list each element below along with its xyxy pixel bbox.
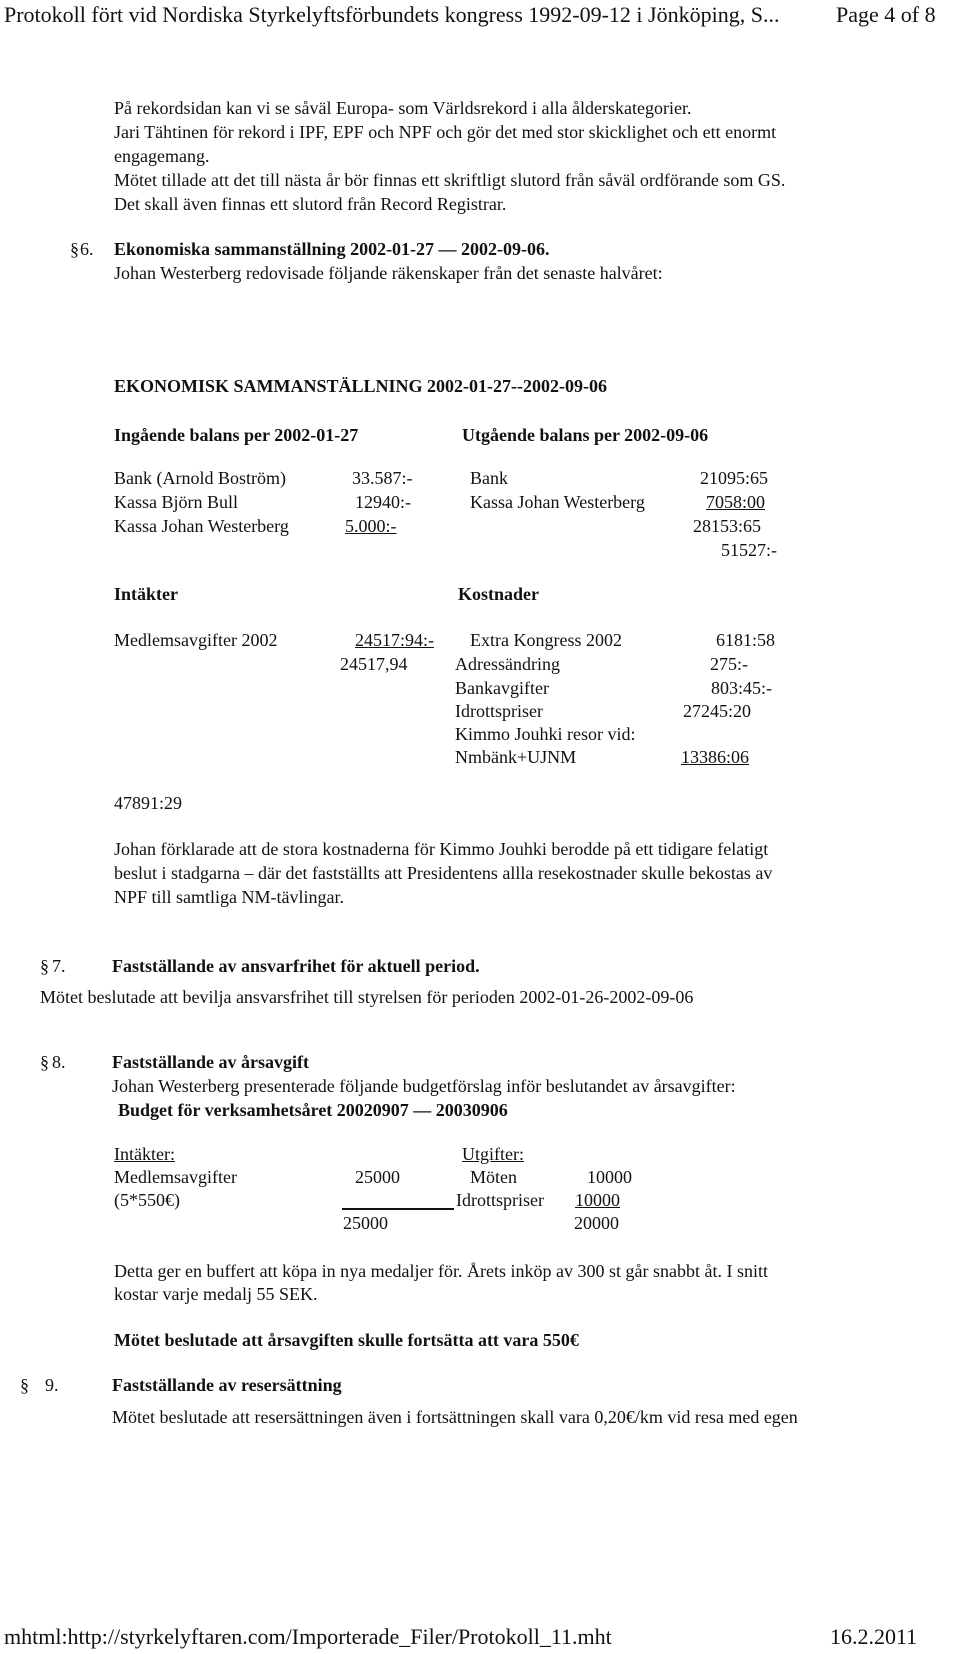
cost-value: 803:45:- [711, 678, 772, 698]
section-symbol: § [20, 1375, 29, 1395]
budget-income-heading: Intäkter: [114, 1144, 175, 1164]
section-heading: Ekonomiska sammanställning 2002-01-27 — 2002-09-06. [114, 239, 550, 259]
cost-total: 47891:29 [114, 793, 183, 813]
cost-label: Adressändring [455, 654, 560, 674]
intro-line: Mötet tillade att det till nästa år bör finnas ett skriftligt slutord från såväl ordförande som GS. [114, 170, 786, 190]
income-label: Medlemsavgifter 2002 [114, 630, 278, 650]
footer-date: 16.2.2011 [830, 1624, 918, 1649]
budget-cost-value: 10000 [575, 1190, 620, 1210]
budget-cost-heading: Utgifter: [462, 1144, 524, 1164]
cost-value: 275:- [710, 654, 748, 674]
econ-note-line: Johan förklarade att de stora kostnaderna för Kimmo Jouhki berodde på ett tidigare felatigt [114, 839, 769, 859]
cost-label: Idrottspriser [455, 701, 543, 721]
cost-value: 6181:58 [716, 630, 776, 650]
cost-label: Extra Kongress 2002 [470, 630, 622, 650]
section-text: Mötet beslutade att bevilja ansvarsfrihet till styrelsen för perioden 2002-01-26-2002-09-06 [40, 987, 694, 1007]
section-number: 7. [52, 956, 66, 976]
out-balance-value: 7058:00 [706, 492, 766, 512]
out-balance-heading: Utgående balans per 2002-09-06 [462, 425, 709, 445]
in-balance-label: Kassa Björn Bull [114, 492, 238, 512]
budget-note-line: kostar varje medalj 55 SEK. [114, 1284, 318, 1304]
cost-heading: Kostnader [458, 584, 539, 604]
budget-cost-label: Möten [470, 1167, 517, 1187]
cost-label: Kimmo Jouhki resor vid: [455, 724, 636, 744]
section-symbol: § [70, 239, 79, 259]
budget-income-label: Medlemsavgifter [114, 1167, 237, 1187]
budget-cost-total: 20000 [574, 1213, 619, 1233]
out-balance-value: 21095:65 [700, 468, 769, 488]
cost-value: 13386:06 [681, 747, 750, 767]
intro-line: Det skall även finnas ett slutord från Record Registrar. [114, 194, 507, 214]
intro-line: På rekordsidan kan vi se såväl Europa- som Världsrekord i alla ålderskategorier. [114, 98, 692, 118]
in-balance-value: 33.587:- [352, 468, 413, 488]
in-balance-label: Kassa Johan Westerberg [114, 516, 289, 536]
section-text: Mötet beslutade att resersättningen även i fortsättningen skall vara 0,20€/km vid resa med egen [112, 1407, 798, 1427]
intro-line: engagemang. [114, 146, 210, 166]
section-symbol: § [40, 1052, 49, 1072]
header-title: Protokoll fört vid Nordiska Styrkelyftsförbundets kongress 1992-09-12 i Jönköping, S... [4, 2, 780, 27]
balance-total: 51527:- [721, 540, 777, 560]
out-balance-label: Kassa Johan Westerberg [470, 492, 645, 512]
econ-title: EKONOMISK SAMMANSTÄLLNING 2002-01-27--2002-09-06 [114, 376, 607, 396]
page-indicator: Page 4 of 8 [836, 2, 936, 27]
cost-value: 27245:20 [683, 701, 752, 721]
budget-note-line: Detta ger en buffert att köpa in nya medaljer för. Årets inköp av 300 st går snabbt åt. I snitt [114, 1261, 768, 1281]
budget-income-total: 25000 [343, 1213, 388, 1233]
econ-note-line: NPF till samtliga NM-tävlingar. [114, 887, 344, 907]
income-value: 24517:94:- [355, 630, 434, 650]
out-balance-sum: 28153:65 [693, 516, 762, 536]
section-number: 9. [45, 1375, 59, 1395]
in-balance-label: Bank (Arnold Boström) [114, 468, 286, 488]
cost-label: Nmbänk+UJNM [455, 747, 577, 767]
section-symbol: § [40, 956, 49, 976]
section-heading: Fastställande av ansvarfrihet för aktuell period. [112, 956, 480, 976]
footer-url: mhtml:http://styrkelyftaren.com/Importerade_Filer/Protokoll_11.mht [4, 1624, 612, 1649]
budget-income-note: (5*550€) [114, 1190, 180, 1210]
budget-underline [342, 1208, 454, 1210]
section-heading: Fastställande av resersättning [112, 1375, 342, 1395]
intro-line: Jari Tähtinen för rekord i IPF, EPF och NPF och gör det med stor skicklighet och ett enormt [114, 122, 777, 142]
income-value-alt: 24517,94 [340, 654, 408, 674]
section-intro: Johan Westerberg redovisade följande räkenskaper från det senaste halvåret: [114, 263, 663, 283]
section-number: 8. [52, 1052, 66, 1072]
in-balance-heading: Ingående balans per 2002-01-27 [114, 425, 359, 445]
budget-income-value: 25000 [355, 1167, 400, 1187]
in-balance-value: 12940:- [355, 492, 411, 512]
section-number: 6. [80, 239, 94, 259]
out-balance-label: Bank [470, 468, 508, 488]
budget-title: Budget för verksamhetsåret 20020907 — 20030906 [118, 1100, 508, 1120]
section-intro: Johan Westerberg presenterade följande budgetförslag inför beslutandet av årsavgifter: [112, 1076, 736, 1096]
income-heading: Intäkter [114, 584, 178, 604]
section-heading: Fastställande av årsavgift [112, 1052, 309, 1072]
budget-cost-label: Idrottspriser [456, 1190, 544, 1210]
budget-cost-value: 10000 [587, 1167, 632, 1187]
econ-note-line: beslut i stadgarna – där det fastställts att Presidentens allla resekostnader skulle bekostas av [114, 863, 773, 883]
fee-decision: Mötet beslutade att årsavgiften skulle fortsätta att vara 550€ [114, 1330, 579, 1350]
in-balance-value: 5.000:- [345, 516, 397, 536]
cost-label: Bankavgifter [455, 678, 549, 698]
